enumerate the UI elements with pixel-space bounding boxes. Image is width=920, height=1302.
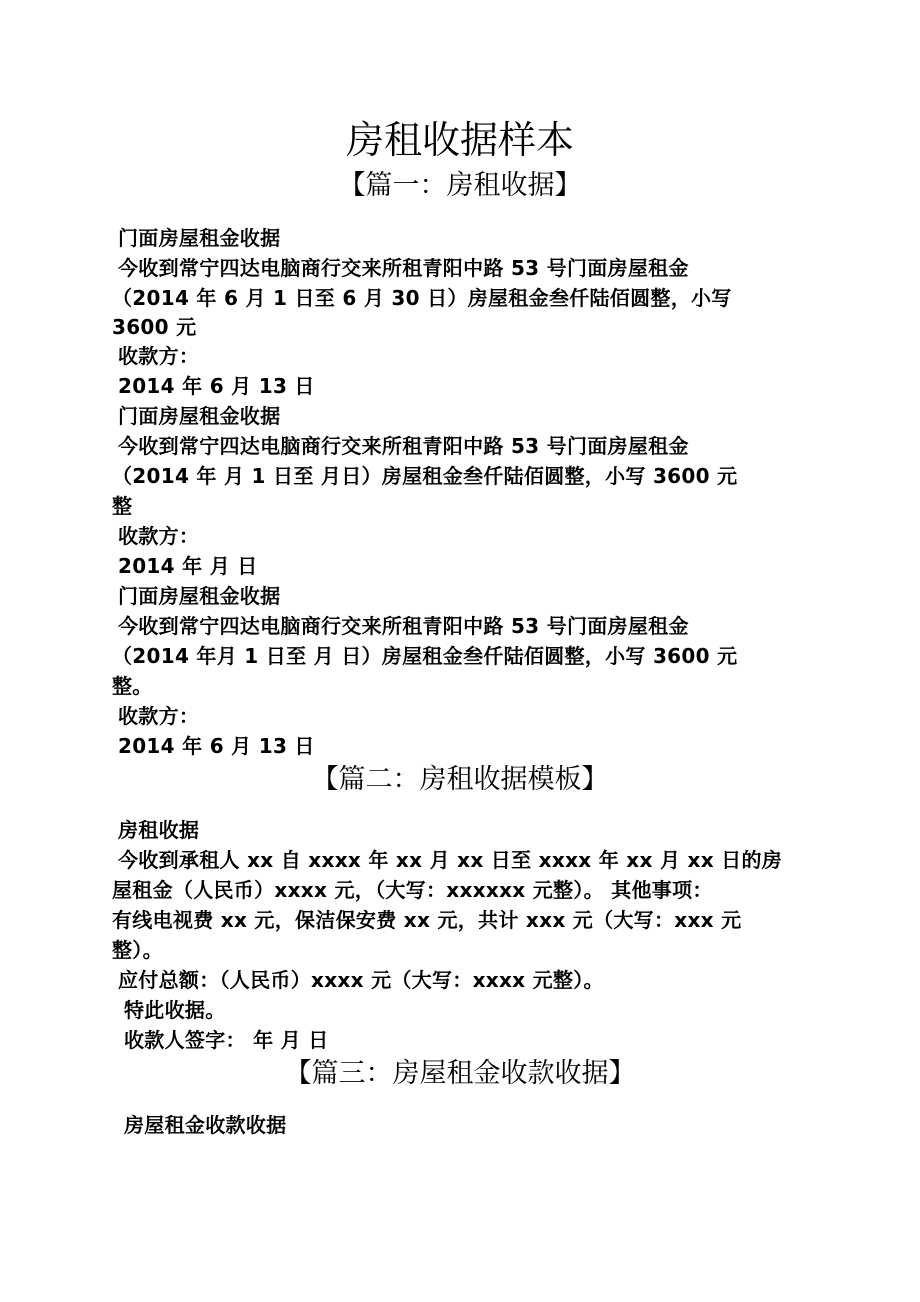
section-2-line: 今收到承租人 xx 自 xxxx 年 xx 月 xx 日至 xxxx 年 xx 月 xx 日的房	[118, 848, 783, 872]
section-2-line: 应付总额：（人民币）xxxx 元（大写：xxxx 元整）。	[118, 968, 604, 992]
section-2-heading: 【篇二：房租收据模板】	[311, 764, 609, 795]
section-1-line: 收款方：	[118, 344, 200, 368]
section-2-line: 房租收据	[118, 818, 200, 842]
section-1-line: 今收到常宁四达电脑商行交来所租青阳中路 53 号门面房屋租金	[118, 614, 689, 638]
section-2-line: 收款人签字： 年 月 日	[124, 1028, 329, 1052]
section-3-line: 房屋租金收款收据	[124, 1113, 287, 1137]
section-1-line: 今收到常宁四达电脑商行交来所租青阳中路 53 号门面房屋租金	[118, 256, 689, 280]
section-1-line: 整。	[112, 674, 153, 698]
section-2-line: 屋租金（人民币）xxxx 元，（大写：xxxxxx 元整）。 其他事项：	[112, 878, 713, 902]
section-1-line: 2014 年 6 月 13 日	[118, 734, 315, 758]
section-1-line: 收款方：	[118, 704, 200, 728]
section-1-line: 门面房屋租金收据	[118, 404, 281, 428]
section-2-line: 有线电视费 xx 元，保洁保安费 xx 元，共计 xxx 元（大写：xxx 元	[112, 908, 742, 932]
section-2-line: 特此收据。	[124, 998, 226, 1022]
section-1-heading: 【篇一：房租收据】	[338, 170, 582, 201]
section-1-line: 2014 年 月 日	[118, 554, 258, 578]
section-1-line: 门面房屋租金收据	[118, 226, 281, 250]
section-1-line: （2014 年 月 1 日至 月日）房屋租金叁仟陆佰圆整，小写 3600 元	[112, 464, 738, 488]
section-1-line: 3600 元	[112, 315, 197, 339]
section-1-line: 整	[112, 494, 133, 518]
document-title: 房租收据样本	[345, 118, 574, 162]
section-1-line: 2014 年 6 月 13 日	[118, 374, 315, 398]
section-3-heading: 【篇三：房屋租金收款收据】	[284, 1058, 636, 1089]
section-2-line: 整）。	[112, 938, 163, 962]
section-1-line: 门面房屋租金收据	[118, 584, 281, 608]
section-1-line: 收款方：	[118, 524, 200, 548]
section-1-line: （2014 年 6 月 1 日至 6 月 30 日）房屋租金叁仟陆佰圆整，小写	[112, 286, 732, 310]
section-1-line: （2014 年月 1 日至 月 日）房屋租金叁仟陆佰圆整，小写 3600 元	[112, 644, 738, 668]
section-1-line: 今收到常宁四达电脑商行交来所租青阳中路 53 号门面房屋租金	[118, 434, 689, 458]
